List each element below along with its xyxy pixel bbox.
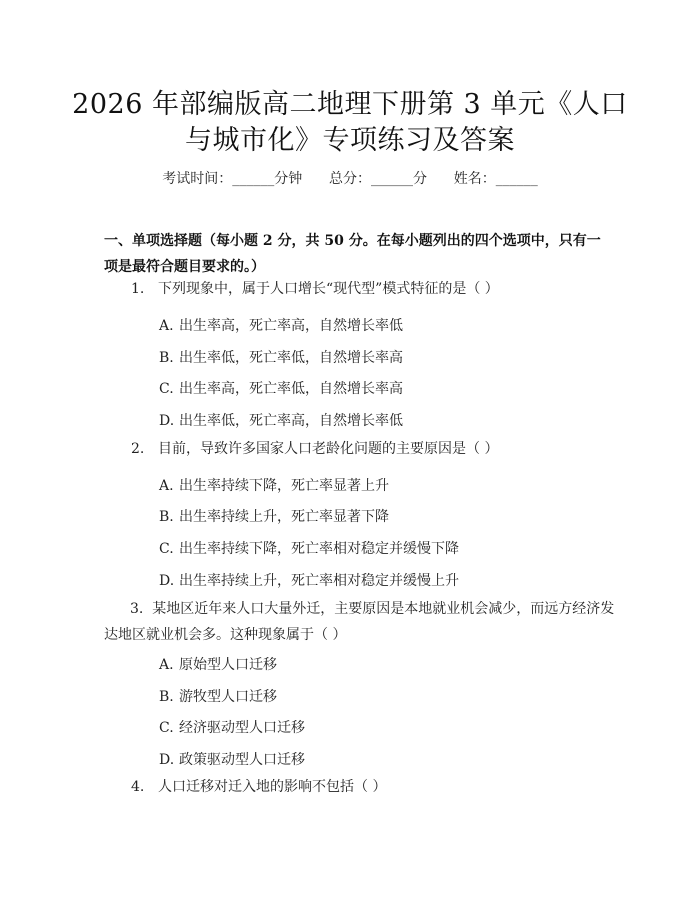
question-3-option-b [159, 686, 277, 706]
question-2-option-b [159, 506, 389, 526]
question-number: 2. [131, 441, 145, 457]
question-text: 目前，导致许多国家人口老龄化问题的主要原因是（ ） [158, 441, 499, 457]
option-text: 出生率低，死亡率低，自然增长率高 [179, 350, 403, 366]
question-1-option-c [159, 378, 403, 398]
option-text: 出生率高，死亡率低，自然增长率高 [179, 381, 403, 397]
question-number: 4. [131, 779, 145, 795]
question-3-option-c [159, 717, 305, 737]
question-text: 下列现象中，属于人口增长“现代型”模式特征的是（ ） [158, 281, 499, 297]
question-1-option-d [159, 410, 403, 430]
question-1 [131, 276, 499, 302]
option-letter: B. [159, 509, 174, 525]
question-2-option-d [159, 570, 459, 590]
option-letter: A. [159, 318, 174, 334]
option-letter: D. [159, 413, 175, 429]
question-3 [104, 596, 624, 648]
question-number: 3. [130, 601, 144, 617]
option-text: 游牧型人口迁移 [179, 689, 277, 705]
option-letter: A. [159, 478, 174, 494]
question-3-option-d [159, 749, 305, 769]
option-text: 出生率持续上升，死亡率相对稳定并缓慢上升 [179, 573, 459, 589]
question-3-option-a [159, 654, 277, 674]
document-title-line-2: 与城市化》专项练习及答案 [185, 125, 515, 156]
document-title-line-1: 2026 年部编版高二地理下册第 3 单元《人口 [72, 89, 628, 120]
section-heading: 一、单项选择题（每小题 2 分，共 50 分。在每小题列出的四个选项中，只有一项是最符合题目要求的。） [104, 233, 601, 275]
option-text: 出生率持续下降，死亡率显著上升 [179, 478, 389, 494]
question-1-option-b [159, 347, 403, 367]
option-letter: A. [159, 657, 174, 673]
option-letter: C. [159, 541, 174, 557]
question-2-option-c [159, 538, 459, 558]
exam-meta-line: 考试时间：______分钟 总分：______分 姓名：______ [162, 171, 538, 187]
question-1-option-a [159, 315, 403, 335]
option-text: 政策驱动型人口迁移 [179, 752, 305, 768]
option-letter: C. [159, 720, 174, 736]
option-text: 出生率持续下降，死亡率相对稳定并缓慢下降 [179, 541, 459, 557]
option-letter: D. [159, 573, 175, 589]
question-text: 某地区近年来人口大量外迁，主要原因是本地就业机会减少，而远方经济发达地区就业机会多。这种现象属于（ ） [104, 601, 615, 643]
option-letter: B. [159, 689, 174, 705]
option-letter: B. [159, 350, 174, 366]
option-text: 经济驱动型人口迁移 [179, 720, 305, 736]
option-letter: C. [159, 381, 174, 397]
question-2 [131, 436, 498, 462]
option-text: 出生率高，死亡率高，自然增长率低 [179, 318, 403, 334]
question-number: 1. [131, 281, 145, 297]
question-2-option-a [159, 475, 389, 495]
option-text: 原始型人口迁移 [179, 657, 277, 673]
question-4 [131, 774, 386, 800]
option-letter: D. [159, 752, 175, 768]
option-text: 出生率低，死亡率高，自然增长率低 [179, 413, 403, 429]
question-text: 人口迁移对迁入地的影响不包括（ ） [158, 779, 387, 795]
option-text: 出生率持续上升，死亡率显著下降 [179, 509, 389, 525]
